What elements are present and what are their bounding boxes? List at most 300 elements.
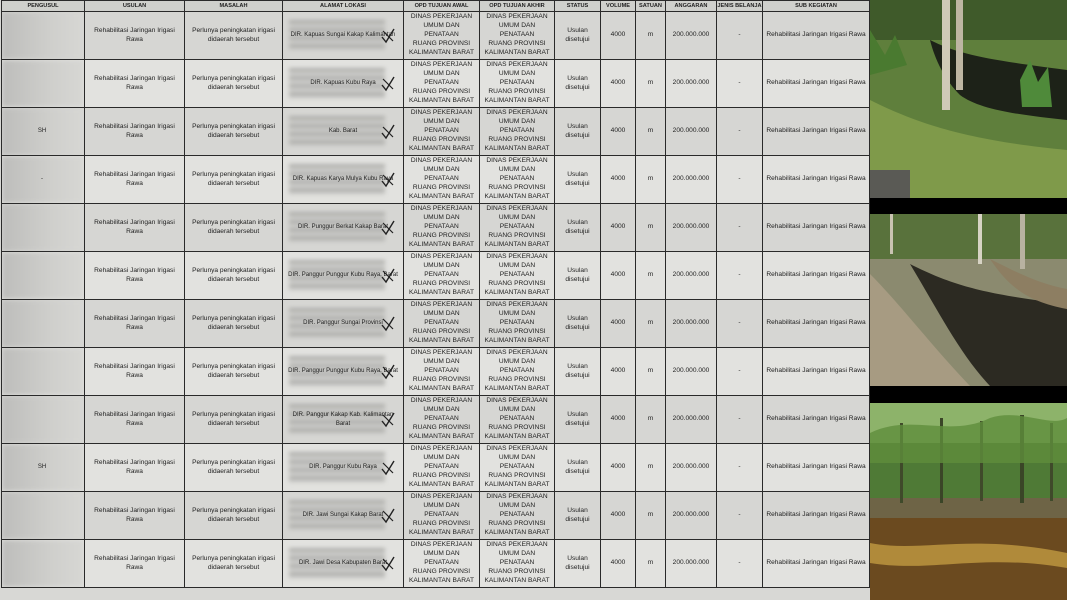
opd-akhir-line: DINAS PEKERJAAN <box>486 253 548 261</box>
masalah-line-1: Perlunya peningkatan irigasi <box>192 170 275 178</box>
cell-opd-akhir <box>480 444 555 492</box>
handwritten-check-mark <box>381 172 395 188</box>
opd-awal-line: UMUM DAN PENATAAN <box>423 358 460 375</box>
cell-pengusul <box>2 108 85 156</box>
cell-opd-awal <box>404 540 480 588</box>
status-line-2: disetujui <box>565 275 590 283</box>
cell-volume: 4000 <box>601 108 636 156</box>
cell-status <box>555 156 601 204</box>
status-line-1: Usulan <box>567 218 588 226</box>
cell-jenis-belanja: - <box>717 12 763 60</box>
pengusul-value <box>42 512 44 518</box>
table-row <box>2 396 870 444</box>
handwritten-check-mark <box>381 460 395 476</box>
cell-volume: 4000 <box>601 396 636 444</box>
opd-akhir-line: KALIMANTAN BARAT <box>484 288 550 296</box>
table-row <box>2 12 870 60</box>
opd-awal-line: UMUM DAN PENATAAN <box>423 70 460 87</box>
cell-opd-akhir <box>480 540 555 588</box>
status-line-1: Usulan <box>567 554 588 562</box>
cell-opd-akhir <box>480 252 555 300</box>
cell-volume: 4000 <box>601 300 636 348</box>
pengusul-value: - <box>41 176 43 183</box>
opd-awal-line: RUANG PROVINSI <box>412 39 471 47</box>
pengusul-value: SH <box>37 464 47 471</box>
pengusul-value <box>42 224 44 230</box>
opd-akhir-line: KALIMANTAN BARAT <box>484 96 550 104</box>
cell-opd-awal <box>404 348 480 396</box>
status-line-1: Usulan <box>567 170 588 178</box>
table-row <box>2 492 870 540</box>
table-row <box>2 156 870 204</box>
cell-masalah <box>185 540 283 588</box>
opd-awal-line: KALIMANTAN BARAT <box>409 192 474 200</box>
cell-masalah <box>185 396 283 444</box>
cell-pengusul <box>2 348 85 396</box>
cell-opd-awal <box>404 108 480 156</box>
opd-awal-line: UMUM DAN PENATAAN <box>423 502 460 519</box>
header-opd-tujuan-awal: OPD TUJUAN AWAL <box>404 1 480 12</box>
cell-masalah <box>185 156 283 204</box>
handwritten-check-mark <box>381 76 395 92</box>
cell-masalah <box>185 252 283 300</box>
cell-pengusul <box>2 300 85 348</box>
cell-opd-akhir <box>480 348 555 396</box>
cell-jenis-belanja: - <box>717 156 763 204</box>
table-row <box>2 444 870 492</box>
handwritten-check-mark <box>381 220 395 236</box>
cell-pengusul <box>2 540 85 588</box>
masalah-line-1: Perlunya peningkatan irigasi <box>192 26 275 34</box>
cell-opd-awal <box>404 492 480 540</box>
cell-opd-akhir <box>480 396 555 444</box>
alamat-visible-text: DIR. Jawi Desa Kabupaten Barat <box>298 560 388 567</box>
masalah-line-2: didaerah tersebut <box>207 563 260 571</box>
table-row <box>2 540 870 588</box>
status-line-1: Usulan <box>567 410 588 418</box>
status-line-2: disetujui <box>565 515 590 523</box>
opd-akhir-line: KALIMANTAN BARAT <box>484 192 550 200</box>
table-row <box>2 348 870 396</box>
cell-volume: 4000 <box>601 492 636 540</box>
cell-opd-akhir <box>480 108 555 156</box>
masalah-line-1: Perlunya peningkatan irigasi <box>192 506 275 514</box>
cell-satuan: m <box>636 60 666 108</box>
table-row <box>2 300 870 348</box>
cell-anggaran: 200.000.000 <box>666 396 717 444</box>
opd-akhir-line: RUANG PROVINSI <box>488 183 546 191</box>
pengusul-value <box>42 416 44 422</box>
handwritten-check-mark <box>381 508 395 524</box>
opd-awal-line: DINAS PEKERJAAN <box>410 205 473 213</box>
opd-awal-line: RUANG PROVINSI <box>412 519 471 527</box>
cell-alamat-lokasi <box>283 252 404 300</box>
cell-alamat-lokasi <box>283 156 404 204</box>
table-row <box>2 204 870 252</box>
opd-awal-line: RUANG PROVINSI <box>412 423 471 431</box>
cell-pengusul <box>2 12 85 60</box>
cell-masalah <box>185 348 283 396</box>
alamat-visible-text: DIR. Kapuas Sungai Kakap Kalimantan <box>290 32 396 39</box>
cell-opd-akhir <box>480 300 555 348</box>
status-line-2: disetujui <box>565 323 590 331</box>
cell-status <box>555 348 601 396</box>
opd-akhir-line: DINAS PEKERJAAN <box>486 13 548 21</box>
cell-jenis-belanja: - <box>717 540 763 588</box>
handwritten-check-mark <box>381 28 395 44</box>
opd-akhir-line: KALIMANTAN BARAT <box>484 432 550 440</box>
cell-jenis-belanja: - <box>717 108 763 156</box>
cell-opd-awal <box>404 396 480 444</box>
proposal-table <box>1 0 870 588</box>
photo-flooded-plantation <box>870 403 1067 600</box>
cell-alamat-lokasi <box>283 396 404 444</box>
status-line-2: disetujui <box>565 131 590 139</box>
opd-awal-line: KALIMANTAN BARAT <box>409 384 474 392</box>
opd-awal-line: RUANG PROVINSI <box>412 87 471 95</box>
cell-alamat-lokasi <box>283 444 404 492</box>
cell-opd-awal <box>404 444 480 492</box>
photo-dug-canal-water <box>870 214 1067 386</box>
cell-satuan: m <box>636 444 666 492</box>
cell-jenis-belanja: - <box>717 204 763 252</box>
cell-sub-kegiatan: Rehabilitasi Jaringan Irigasi Rawa <box>763 444 870 492</box>
opd-akhir-line: UMUM DAN PENATAAN <box>498 70 536 87</box>
cell-status <box>555 540 601 588</box>
cell-usulan: Rehabilitasi Jaringan Irigasi Rawa <box>85 12 185 60</box>
table-row <box>2 252 870 300</box>
cell-status <box>555 396 601 444</box>
cell-opd-awal <box>404 12 480 60</box>
opd-awal-line: DINAS PEKERJAAN <box>410 253 473 261</box>
cell-satuan: m <box>636 204 666 252</box>
cell-jenis-belanja: - <box>717 396 763 444</box>
opd-awal-line: KALIMANTAN BARAT <box>409 528 474 536</box>
cell-volume: 4000 <box>601 156 636 204</box>
status-line-2: disetujui <box>565 83 590 91</box>
cell-opd-akhir <box>480 204 555 252</box>
header-masalah: MASALAH <box>185 1 283 12</box>
cell-volume: 4000 <box>601 252 636 300</box>
alamat-visible-text: Kab. Barat <box>328 128 358 135</box>
masalah-line-2: didaerah tersebut <box>207 83 260 91</box>
cell-jenis-belanja: - <box>717 60 763 108</box>
cell-alamat-lokasi <box>283 348 404 396</box>
opd-awal-line: UMUM DAN PENATAAN <box>423 214 460 231</box>
cell-opd-akhir <box>480 156 555 204</box>
handwritten-check-mark <box>381 556 395 572</box>
opd-akhir-line: DINAS PEKERJAAN <box>486 157 548 165</box>
masalah-line-2: didaerah tersebut <box>207 515 260 523</box>
cell-alamat-lokasi <box>283 492 404 540</box>
opd-akhir-line: KALIMANTAN BARAT <box>484 384 550 392</box>
cell-anggaran: 200.000.000 <box>666 204 717 252</box>
cell-volume: 4000 <box>601 204 636 252</box>
header-sub-kegiatan: SUB KEGIATAN <box>763 1 870 12</box>
cell-opd-awal <box>404 156 480 204</box>
masalah-line-2: didaerah tersebut <box>207 323 260 331</box>
cell-usulan: Rehabilitasi Jaringan Irigasi Rawa <box>85 252 185 300</box>
cell-anggaran: 200.000.000 <box>666 300 717 348</box>
opd-akhir-line: KALIMANTAN BARAT <box>484 48 550 56</box>
status-line-1: Usulan <box>567 266 588 274</box>
cell-volume: 4000 <box>601 444 636 492</box>
opd-awal-line: DINAS PEKERJAAN <box>410 13 473 21</box>
masalah-line-2: didaerah tersebut <box>207 131 260 139</box>
cell-alamat-lokasi <box>283 60 404 108</box>
status-line-1: Usulan <box>567 74 588 82</box>
header-opd-tujuan-akhir: OPD TUJUAN AKHIR <box>480 1 555 12</box>
header-satuan: SATUAN <box>636 1 666 12</box>
cell-status <box>555 444 601 492</box>
opd-awal-line: KALIMANTAN BARAT <box>409 288 474 296</box>
header-status: STATUS <box>555 1 601 12</box>
opd-akhir-line: RUANG PROVINSI <box>488 135 546 143</box>
cell-opd-akhir <box>480 492 555 540</box>
cell-jenis-belanja: - <box>717 444 763 492</box>
opd-akhir-line: RUANG PROVINSI <box>488 567 546 575</box>
header-jenis-belanja: JENIS BELANJA <box>717 1 763 12</box>
opd-akhir-line: DINAS PEKERJAAN <box>486 397 548 405</box>
masalah-line-1: Perlunya peningkatan irigasi <box>192 362 275 370</box>
cell-opd-akhir <box>480 60 555 108</box>
cell-volume: 4000 <box>601 540 636 588</box>
opd-akhir-line: RUANG PROVINSI <box>488 231 546 239</box>
photo-canal-with-trees <box>870 0 1067 198</box>
cell-usulan: Rehabilitasi Jaringan Irigasi Rawa <box>85 348 185 396</box>
alamat-visible-text: DIR. Kapuas Kubu Raya <box>310 80 376 87</box>
cell-satuan: m <box>636 300 666 348</box>
cell-jenis-belanja: - <box>717 348 763 396</box>
opd-akhir-line: UMUM DAN PENATAAN <box>498 358 536 375</box>
cell-satuan: m <box>636 252 666 300</box>
alamat-visible-text: DIR. Kapuas Karya Mulya Kubu Raya <box>292 176 394 183</box>
cell-usulan: Rehabilitasi Jaringan Irigasi Rawa <box>85 396 185 444</box>
table-row <box>2 60 870 108</box>
cell-sub-kegiatan: Rehabilitasi Jaringan Irigasi Rawa <box>763 12 870 60</box>
cell-pengusul <box>2 252 85 300</box>
opd-akhir-line: DINAS PEKERJAAN <box>486 109 548 117</box>
cell-sub-kegiatan: Rehabilitasi Jaringan Irigasi Rawa <box>763 492 870 540</box>
cell-anggaran: 200.000.000 <box>666 540 717 588</box>
cell-status <box>555 492 601 540</box>
status-line-1: Usulan <box>567 506 588 514</box>
opd-akhir-line: RUANG PROVINSI <box>488 279 546 287</box>
opd-akhir-line: DINAS PEKERJAAN <box>486 205 548 213</box>
opd-akhir-line: DINAS PEKERJAAN <box>486 541 548 549</box>
cell-status <box>555 300 601 348</box>
opd-akhir-line: UMUM DAN PENATAAN <box>498 406 536 423</box>
photo-strip <box>870 0 1067 600</box>
cell-pengusul <box>2 492 85 540</box>
opd-awal-line: DINAS PEKERJAAN <box>410 445 473 453</box>
cell-alamat-lokasi <box>283 540 404 588</box>
status-line-1: Usulan <box>567 26 588 34</box>
cell-pengusul <box>2 396 85 444</box>
opd-awal-line: RUANG PROVINSI <box>412 375 471 383</box>
masalah-line-2: didaerah tersebut <box>207 179 260 187</box>
cell-anggaran: 200.000.000 <box>666 252 717 300</box>
cell-satuan: m <box>636 12 666 60</box>
masalah-line-1: Perlunya peningkatan irigasi <box>192 314 275 322</box>
handwritten-check-mark <box>381 364 395 380</box>
opd-awal-line: UMUM DAN PENATAAN <box>423 454 460 471</box>
table-row <box>2 108 870 156</box>
cell-anggaran: 200.000.000 <box>666 348 717 396</box>
cell-masalah <box>185 444 283 492</box>
cell-masalah <box>185 300 283 348</box>
cell-anggaran: 200.000.000 <box>666 60 717 108</box>
cell-usulan: Rehabilitasi Jaringan Irigasi Rawa <box>85 300 185 348</box>
cell-masalah <box>185 204 283 252</box>
opd-awal-line: DINAS PEKERJAAN <box>410 541 473 549</box>
opd-akhir-line: RUANG PROVINSI <box>488 39 546 47</box>
opd-awal-line: KALIMANTAN BARAT <box>409 96 474 104</box>
opd-awal-line: RUANG PROVINSI <box>412 567 471 575</box>
status-line-2: disetujui <box>565 371 590 379</box>
opd-awal-line: UMUM DAN PENATAAN <box>423 118 460 135</box>
cell-usulan: Rehabilitasi Jaringan Irigasi Rawa <box>85 108 185 156</box>
cell-satuan: m <box>636 396 666 444</box>
status-line-1: Usulan <box>567 458 588 466</box>
opd-awal-line: DINAS PEKERJAAN <box>410 61 473 69</box>
cell-volume: 4000 <box>601 12 636 60</box>
opd-akhir-line: DINAS PEKERJAAN <box>486 349 548 357</box>
cell-sub-kegiatan: Rehabilitasi Jaringan Irigasi Rawa <box>763 60 870 108</box>
cell-usulan: Rehabilitasi Jaringan Irigasi Rawa <box>85 204 185 252</box>
opd-awal-line: RUANG PROVINSI <box>412 279 471 287</box>
opd-awal-line: KALIMANTAN BARAT <box>409 48 474 56</box>
opd-akhir-line: KALIMANTAN BARAT <box>484 336 550 344</box>
cell-usulan: Rehabilitasi Jaringan Irigasi Rawa <box>85 156 185 204</box>
opd-awal-line: DINAS PEKERJAAN <box>410 157 473 165</box>
alamat-visible-text: DIR. Panggur Kakap Kab. Kalimantan Barat <box>292 411 394 427</box>
masalah-line-2: didaerah tersebut <box>207 371 260 379</box>
opd-akhir-line: KALIMANTAN BARAT <box>484 480 550 488</box>
cell-status <box>555 60 601 108</box>
opd-awal-line: UMUM DAN PENATAAN <box>423 550 460 567</box>
opd-awal-line: RUANG PROVINSI <box>412 327 471 335</box>
cell-satuan: m <box>636 492 666 540</box>
opd-awal-line: RUANG PROVINSI <box>412 231 471 239</box>
opd-akhir-line: UMUM DAN PENATAAN <box>498 550 536 567</box>
cell-alamat-lokasi <box>283 300 404 348</box>
cell-jenis-belanja: - <box>717 252 763 300</box>
cell-jenis-belanja: - <box>717 492 763 540</box>
alamat-visible-text: DIR. Panggur Kubu Raya <box>309 464 377 471</box>
cell-sub-kegiatan: Rehabilitasi Jaringan Irigasi Rawa <box>763 300 870 348</box>
header-pengusul: PENGUSUL <box>2 1 85 12</box>
status-line-2: disetujui <box>565 563 590 571</box>
cell-alamat-lokasi <box>283 204 404 252</box>
cell-opd-awal <box>404 252 480 300</box>
cell-masalah <box>185 492 283 540</box>
opd-awal-line: DINAS PEKERJAAN <box>410 493 473 501</box>
cell-satuan: m <box>636 156 666 204</box>
opd-akhir-line: UMUM DAN PENATAAN <box>498 166 536 183</box>
cell-anggaran: 200.000.000 <box>666 108 717 156</box>
status-line-1: Usulan <box>567 314 588 322</box>
opd-akhir-line: DINAS PEKERJAAN <box>486 61 548 69</box>
opd-akhir-line: KALIMANTAN BARAT <box>484 528 550 536</box>
cell-opd-awal <box>404 204 480 252</box>
cell-satuan: m <box>636 108 666 156</box>
status-line-2: disetujui <box>565 419 590 427</box>
opd-akhir-line: RUANG PROVINSI <box>488 519 546 527</box>
pengusul-value <box>42 80 44 86</box>
cell-pengusul <box>2 204 85 252</box>
handwritten-check-mark <box>381 124 395 140</box>
status-line-2: disetujui <box>565 467 590 475</box>
opd-awal-line: RUANG PROVINSI <box>412 183 471 191</box>
cell-anggaran: 200.000.000 <box>666 444 717 492</box>
status-line-2: disetujui <box>565 35 590 43</box>
cell-jenis-belanja: - <box>717 300 763 348</box>
cell-status <box>555 252 601 300</box>
masalah-line-2: didaerah tersebut <box>207 275 260 283</box>
cell-opd-awal <box>404 300 480 348</box>
opd-akhir-line: DINAS PEKERJAAN <box>486 493 548 501</box>
opd-awal-line: KALIMANTAN BARAT <box>409 144 474 152</box>
opd-awal-line: KALIMANTAN BARAT <box>409 432 474 440</box>
masalah-line-2: didaerah tersebut <box>207 419 260 427</box>
masalah-line-1: Perlunya peningkatan irigasi <box>192 266 275 274</box>
opd-akhir-line: UMUM DAN PENATAAN <box>498 310 536 327</box>
cell-alamat-lokasi <box>283 12 404 60</box>
opd-akhir-line: UMUM DAN PENATAAN <box>498 454 536 471</box>
status-line-1: Usulan <box>567 362 588 370</box>
opd-akhir-line: UMUM DAN PENATAAN <box>498 262 536 279</box>
cell-pengusul <box>2 60 85 108</box>
masalah-line-1: Perlunya peningkatan irigasi <box>192 410 275 418</box>
cell-pengusul <box>2 156 85 204</box>
masalah-line-1: Perlunya peningkatan irigasi <box>192 554 275 562</box>
header-alamat-lokasi: ALAMAT LOKASI <box>283 1 404 12</box>
opd-akhir-line: KALIMANTAN BARAT <box>484 144 550 152</box>
status-line-1: Usulan <box>567 122 588 130</box>
opd-awal-line: DINAS PEKERJAAN <box>410 349 473 357</box>
cell-sub-kegiatan: Rehabilitasi Jaringan Irigasi Rawa <box>763 252 870 300</box>
pengusul-value <box>42 320 44 326</box>
opd-awal-line: DINAS PEKERJAAN <box>410 109 473 117</box>
cell-usulan: Rehabilitasi Jaringan Irigasi Rawa <box>85 492 185 540</box>
header-usulan: USULAN <box>85 1 185 12</box>
masalah-line-1: Perlunya peningkatan irigasi <box>192 74 275 82</box>
opd-awal-line: UMUM DAN PENATAAN <box>423 310 460 327</box>
cell-sub-kegiatan: Rehabilitasi Jaringan Irigasi Rawa <box>763 204 870 252</box>
cell-status <box>555 12 601 60</box>
opd-awal-line: UMUM DAN PENATAAN <box>423 406 460 423</box>
alamat-visible-text: DIR. Panggur Punggur Kubu Raya, Barat <box>288 272 398 279</box>
cell-usulan: Rehabilitasi Jaringan Irigasi Rawa <box>85 444 185 492</box>
cell-anggaran: 200.000.000 <box>666 12 717 60</box>
cell-satuan: m <box>636 348 666 396</box>
opd-akhir-line: KALIMANTAN BARAT <box>484 576 550 584</box>
opd-awal-line: UMUM DAN PENATAAN <box>423 262 460 279</box>
handwritten-check-mark <box>381 412 395 428</box>
opd-awal-line: DINAS PEKERJAAN <box>410 397 473 405</box>
opd-akhir-line: KALIMANTAN BARAT <box>484 240 550 248</box>
masalah-line-1: Perlunya peningkatan irigasi <box>192 218 275 226</box>
cell-status <box>555 108 601 156</box>
opd-akhir-line: DINAS PEKERJAAN <box>486 445 548 453</box>
opd-akhir-line: DINAS PEKERJAAN <box>486 301 548 309</box>
opd-awal-line: KALIMANTAN BARAT <box>409 480 474 488</box>
pengusul-value <box>42 560 44 566</box>
opd-akhir-line: RUANG PROVINSI <box>488 471 546 479</box>
opd-akhir-line: RUANG PROVINSI <box>488 87 546 95</box>
cell-masalah <box>185 60 283 108</box>
